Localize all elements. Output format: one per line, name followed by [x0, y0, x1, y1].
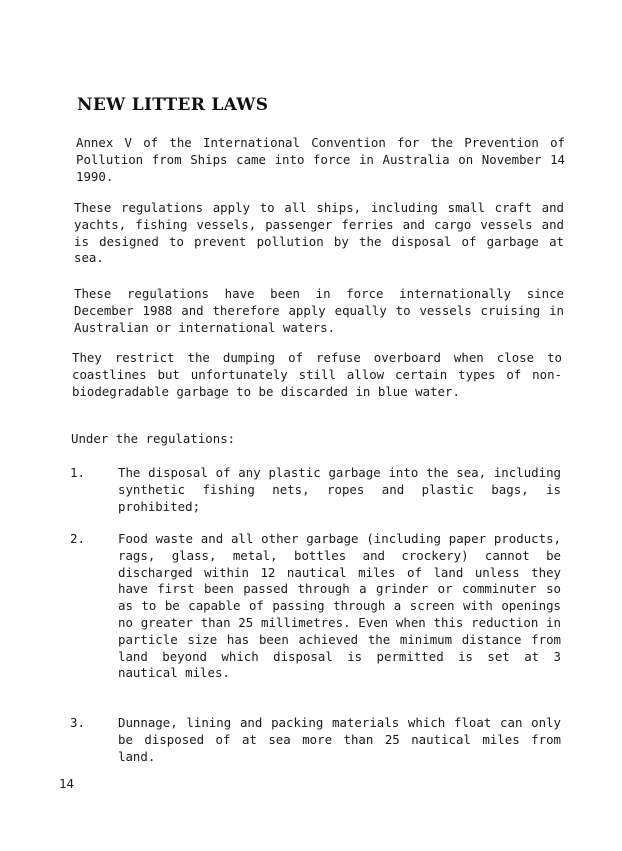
- list-item-text: Food waste and all other garbage (including paper products, rags, glass, metal, bottles and crockery) cannot be discharged within 12 nautical miles of land unless they have first been passed through a grinder or comminuter so as to be capable of passing through a screen with openings no greater than 25 millimetres. Even when this reduction in particle size has been achieved the minimum distance from land beyond which disposal is permitted is set at 3 nautical miles.: [118, 531, 561, 681]
- paragraph-under-regulations: Under the regulations:: [71, 431, 236, 446]
- page-number: 14: [59, 776, 74, 791]
- paragraph-annex-v: Annex V of the International Convention for the Prevention of Pollution from Ships came into force in Australia on November 14 1990.: [76, 135, 565, 184]
- paragraph-regulations-apply: These regulations apply to all ships, including small craft and yachts, fishing vessels, passenger ferries and cargo vessels and is designed to prevent pollution by the disposal of garbage at sea.: [74, 200, 564, 266]
- list-item-number: 1.: [70, 465, 85, 480]
- list-item-text: Dunnage, lining and packing materials which float can only be disposed of at sea more than 25 nautical miles from land.: [118, 715, 561, 764]
- page-title: NEW LITTER LAWS: [77, 95, 269, 115]
- list-item-text: The disposal of any plastic garbage into the sea, including synthetic fishing nets, ropes and plastic bags, is prohibited;: [118, 465, 561, 514]
- paragraph-in-force-since: These regulations have been in force internationally since December 1988 and therefore apply equally to vessels cruising in Australian or international waters.: [74, 286, 564, 335]
- paragraph-dumping-restriction: They restrict the dumping of refuse overboard when close to coastlines but unfortunately still allow certain types of non-biodegradable garbage to be discarded in blue water.: [72, 350, 562, 399]
- list-item-number: 3.: [70, 715, 85, 730]
- list-item-number: 2.: [70, 531, 85, 546]
